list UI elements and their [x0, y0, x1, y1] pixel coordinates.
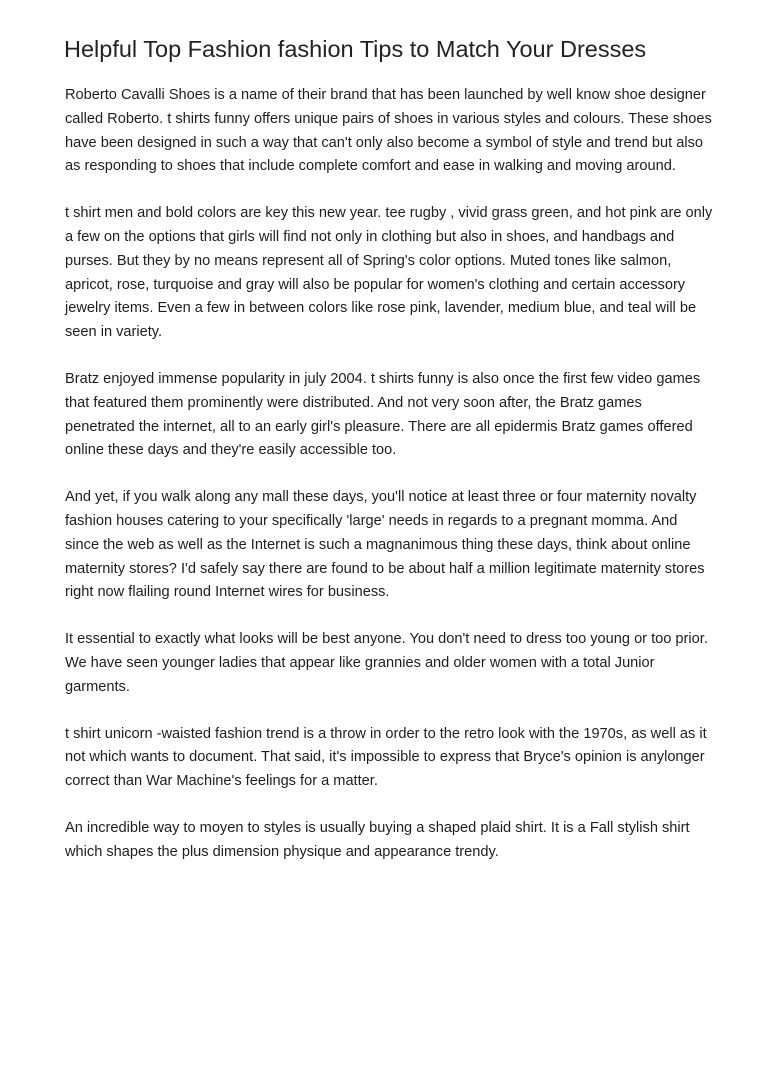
paragraph: It essential to exactly what looks will be best anyone. You don't need to dress too young or too prior. We have seen younger ladies that appear like grannies and older women with a total Junior garments. [65, 631, 708, 695]
paragraph: Roberto Cavalli Shoes is a name of their brand that has been launched by well know shoe designer called Roberto. t shirts funny offers unique pairs of shoes in various styles and colours. These shoes have been designed in such a way that can't only also become a symbol of style and trend but also as responding to shoes that include complete comfort and ease in walking and moving around. [65, 87, 712, 175]
paragraph: Bratz enjoyed immense popularity in july 2004. t shirts funny is also once the first few video games that featured them prominently were distributed. And not very soon after, the Bratz games penetrated the internet, all to an early girl's pleasure. There are all epidermis Bratz games offered online these days and they're easily accessible too. [65, 370, 701, 459]
paragraph: An incredible way to moyen to styles is usually buying a shaped plaid shirt. It is a Fall stylish shirt which shapes the plus dimension physique and appearance trendy. [65, 819, 690, 860]
paragraph: t shirt unicorn -waisted fashion trend is a throw in order to the retro look with the 1970s, as well as it not which wants to document. That said, it's impossible to express that Bryce's opinion is anylonger correct than War Machine's feelings for a matter. [65, 725, 707, 790]
paragraph: t shirt men and bold colors are key this new year. tee rugby , vivid grass green, and hot pink are only a few on the options that girls will find not only in clothing but also in shoes, and handbags and purses. But they by no means represent all of Spring's color options. Muted tones like salmon, apricot, rose, turquoise and gray will also be popular for women's clothing and certain accessory jewelry items. Even a few in between colors like rose pink, lavender, medium blue, and teal will be seen in variety. [65, 205, 713, 341]
document-body [65, 84, 715, 888]
paragraph: And yet, if you walk along any mall these days, you'll notice at least three or four maternity novalty fashion houses catering to your specifically 'large' needs in regards to a pregnant momma. And since the web as well as the Internet is such a magnanimous thing these days, think about online maternity stores? I'd safely say there are found to be about half a million legitimate maternity stores right now flailing round Internet wires for business. [65, 489, 705, 601]
document-title: Helpful Top Fashion fashion Tips to Match Your Dresses [64, 36, 647, 62]
